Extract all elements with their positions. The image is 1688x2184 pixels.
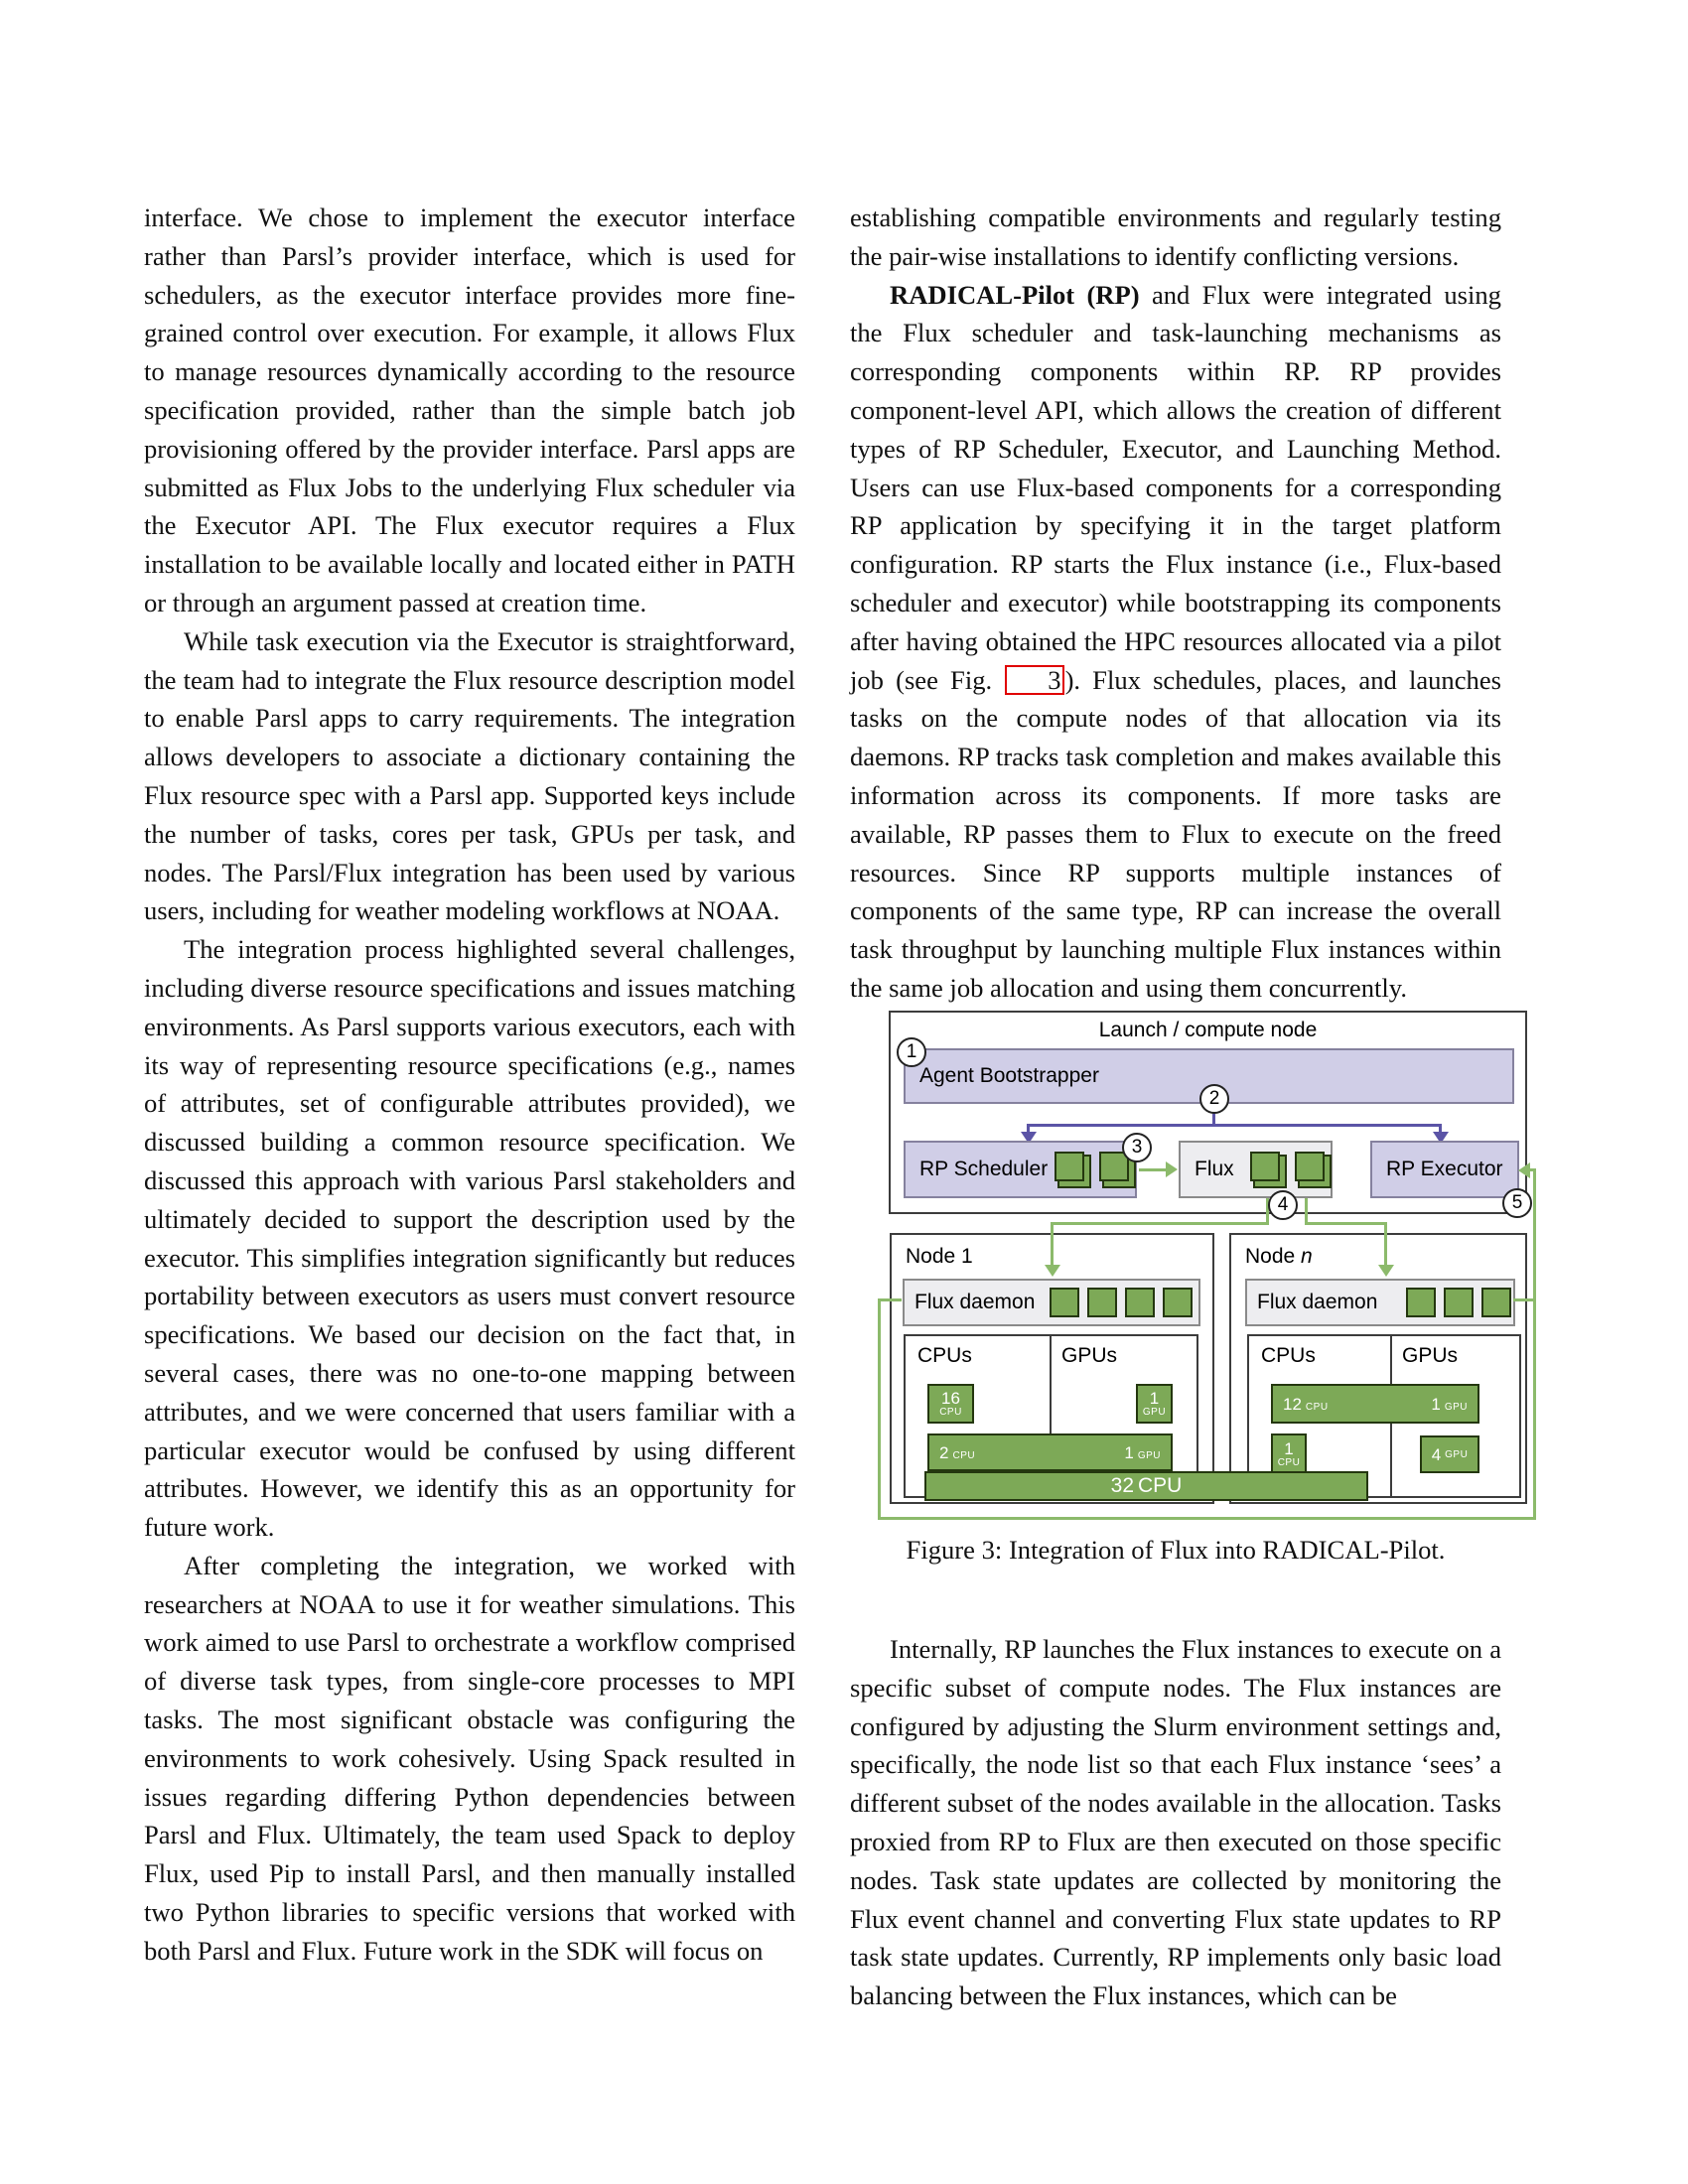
cpus-label: CPUs	[1261, 1344, 1316, 1367]
body-paragraph: While task execution via the Executor is straightforward, the team had to integrate the Flux resource description model to enable Parsl apps to carry requirements. The integration allows developers to associate a dictionary containing the Flux resource spec with a Parsl app. Supported keys include the number of tasks, cores per task, GPUs per task, and nodes. The Parsl/Flux integration has been used by various users, including for weather modeling workflows at NOAA.	[144, 625, 795, 926]
green-connector	[1384, 1222, 1387, 1268]
node-1-label: Node 1	[906, 1245, 973, 1268]
badge-2: 2	[1199, 1084, 1229, 1114]
gpus-label: GPUs	[1061, 1344, 1118, 1367]
left-column	[144, 199, 795, 1971]
gpus-label: GPUs	[1402, 1344, 1459, 1367]
figure-3-diagram	[874, 1005, 1529, 1529]
task-stack-icon	[1055, 1152, 1084, 1181]
green-connector	[1533, 1168, 1536, 1520]
flux-label: Flux	[1195, 1158, 1234, 1180]
flux-daemon-label: Flux daemon	[914, 1291, 1036, 1313]
right-column-top	[850, 199, 1501, 1008]
node-n-label: Node n	[1245, 1245, 1313, 1268]
body-paragraph: Internally, RP launches the Flux instances to execute on a specific subset of compute nodes. The Flux instances are configured by adjusting the Slurm environment settings and, specifically, the node list so that each Flux instance ‘sees’ a different subset of the nodes available in the allocation. Tasks proxied from RP to Flux are then executed on those specific nodes. Task state updates are collected by monitoring the Flux event channel and converting Flux state updates to RP task state updates. Currently, RP implements only basic load balancing between the Flux instances, which can be	[850, 1634, 1501, 2011]
task-icon	[1050, 1288, 1079, 1317]
body-paragraph: interface. We chose to implement the executor interface rather than Parsl’s provider interface, which is used for schedulers, as the executor interface provides more fine-grained control over execution. For example, it allows Flux to manage resources dynamically according to the resource specification provided, rather than the simple batch job provisioning offered by the provider interface. Parsl apps are submitted as Flux Jobs to the underlying Flux scheduler via the Executor API. The Flux executor requires a Flux installation to be available locally and located either in PATH or through an argument passed at creation time.	[144, 203, 795, 617]
badge-5: 5	[1502, 1188, 1532, 1218]
body-paragraph-rp	[850, 276, 1501, 1008]
body-paragraph: establishing compatible environments and regularly testing the pair-wise installations to identify conflicting versions.	[850, 203, 1501, 271]
green-connector	[1305, 1198, 1308, 1225]
green-connector	[878, 1298, 881, 1520]
task-icon	[1125, 1288, 1155, 1317]
arrow-down-icon	[1045, 1265, 1060, 1277]
task-icon	[1481, 1288, 1511, 1317]
green-connector	[1139, 1168, 1169, 1171]
task-icon	[1406, 1288, 1436, 1317]
green-connector	[1051, 1222, 1054, 1268]
arrow-left-icon	[1518, 1162, 1530, 1178]
badge-4: 4	[1268, 1190, 1298, 1220]
badge-3: 3	[1122, 1133, 1152, 1162]
green-connector	[878, 1298, 902, 1301]
task-icon	[1087, 1288, 1117, 1317]
task-icon	[1444, 1288, 1474, 1317]
rp-executor-label: RP Executor	[1386, 1158, 1503, 1180]
purple-connector	[1027, 1124, 1442, 1127]
rp-scheduler-label: RP Scheduler	[919, 1158, 1049, 1180]
allocation-32cpu: 32 CPU	[924, 1471, 1368, 1501]
arrow-down-icon	[1378, 1265, 1394, 1277]
task-stack-icon	[1295, 1152, 1325, 1181]
green-connector	[1513, 1298, 1536, 1301]
rp-scheduler-box	[904, 1141, 1137, 1198]
agent-bootstrapper-label: Agent Bootstrapper	[919, 1064, 1099, 1087]
rp-executor-box	[1370, 1141, 1519, 1198]
flux-daemon-bar	[1245, 1279, 1515, 1326]
task-stack-icon	[1250, 1152, 1280, 1181]
green-connector	[878, 1517, 1536, 1520]
allocation-1cpu: 1 CPU	[1271, 1433, 1307, 1475]
right-column-bottom	[850, 1630, 1501, 2015]
rp-text: and Flux were integrated using the Flux scheduler and task-launching mechanisms as corresponding components within RP. RP provides component-level API, which allows the creation of different types of RP Scheduler, Executor, and Launching Method. Users can use Flux-based components for a corresponding RP application by specifying it in the target platform configuration. RP starts the Flux instance (i.e., Flux-based scheduler and executor) while bootstrapping its components after having obtained the HPC resources allocated via a pilot job (see Fig.	[850, 279, 1501, 695]
green-connector	[1305, 1222, 1387, 1225]
launch-node-title: Launch / compute node	[1098, 1019, 1318, 1041]
cpus-label: CPUs	[917, 1344, 972, 1367]
green-connector	[1051, 1222, 1269, 1225]
flux-daemon-bar	[903, 1279, 1200, 1326]
task-icon	[1163, 1288, 1193, 1317]
badge-1: 1	[897, 1037, 926, 1067]
figure-3-caption: Figure 3: Integration of Flux into RADICAL-Pilot.	[906, 1535, 1446, 1565]
allocation-2cpu-1gpu: 2 CPU 1 GPU	[927, 1433, 1173, 1471]
body-paragraph: The integration process highlighted several challenges, including diverse resource specifications and issues matching environments. As Parsl supports various executors, each with its way of representing resource specifications (e.g., names of attributes, set of configurable attributes provided), we discussed building a common resource specification. We discussed this approach with various Parsl stakeholders and ultimately decided to support the description used by the executor. This simplifies integration significantly but reduces portability between executors as users must convert resource specifications. We based our decision on the fact that, in several cases, there was no one-to-one mapping between attributes, and we were concerned that users familiar with a particular executor would be confused by using different attributes. However, we identify this as an opportunity for future work.	[144, 934, 795, 1543]
allocation-1gpu: 1 GPU	[1136, 1384, 1173, 1424]
rp-text: ). Flux schedules, places, and launches tasks on the compute nodes of that allocation via its daemons. RP tracks task completion and makes available this information across its components. If more tasks are available, RP passes them to Flux to execute on the freed resources. Since RP supports multiple instances of components of the same type, RP can increase the overall task throughput by launching multiple Flux instances within the same job allocation and using them concurrently.	[850, 664, 1501, 1003]
allocation-16cpu: 16 CPU	[927, 1384, 974, 1424]
figure-3-link[interactable]: 3	[1005, 665, 1063, 695]
allocation-12cpu-1gpu: 12 CPU 1 GPU	[1271, 1384, 1479, 1424]
rp-bold-lead: RADICAL-Pilot (RP)	[890, 279, 1140, 310]
allocation-4gpu: 4 GPU	[1420, 1435, 1479, 1473]
flux-daemon-label: Flux daemon	[1257, 1291, 1378, 1313]
flux-box	[1179, 1141, 1333, 1198]
body-paragraph: After completing the integration, we worked with researchers at NOAA to use it for weather simulations. This work aimed to use Parsl to orchestrate a workflow comprised of diverse task types, from single-core processes to MPI tasks. The most significant obstacle was configuring the environments to work cohesively. Using Spack resulted in issues regarding differing Python dependencies between Parsl and Flux. Ultimately, the team used Spack to deploy Flux, used Pip to install Parsl, and then manually installed two Python libraries to specific versions that worked with both Parsl and Flux. Future work in the SDK will focus on	[144, 1550, 795, 1966]
